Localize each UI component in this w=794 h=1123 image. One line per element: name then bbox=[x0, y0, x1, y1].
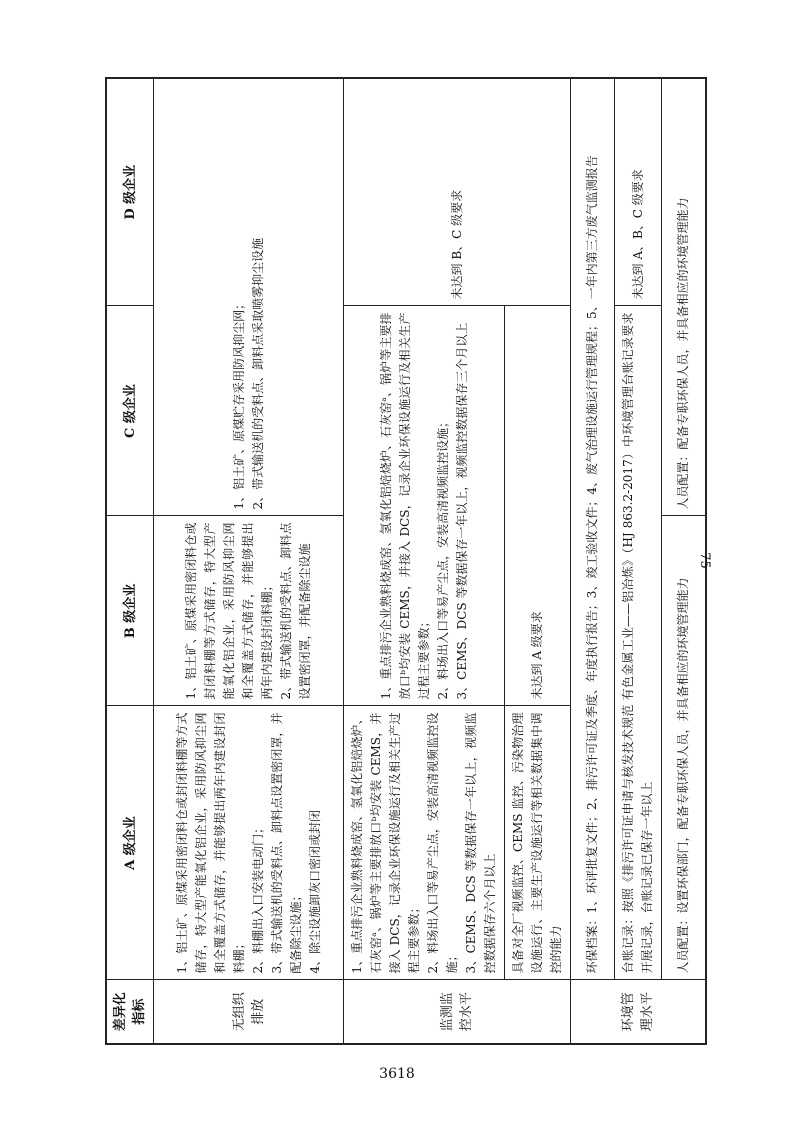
management-staff: 人员配置：设置环保部门，配备专职环保人员，并具备相应的环境管理能力 bbox=[662, 516, 706, 980]
monitoring-grade-a-1: 1、重点排污企业熟料烧成窑、氢氧化铝焙烧炉、石灰窑ᵃ、锅炉等主要排放口ᵇ均安装 CEMS，并接入 DCS，记录企业环保设施运行及相关生产过程主要参数； 2、料场出入口等易产尘点，安装高清视频监控设施； 3、CEMS、DCS 等数据保存一年以上，视频监控数据保存六个月以上 bbox=[344, 706, 505, 980]
table-row-monitoring-1 bbox=[344, 78, 505, 1044]
monitoring-grade-bc-1: 1、重点排污企业熟料烧成窑、氢氧化铝焙烧炉、石灰窑ᵃ、锅炉等主要排放口ᵇ均安装 CEMS，并接入 DCS，记录企业环保设施运行及相关生产过程主要参数； 2、料场出入口等易产尘点，安装高清视频监控设施； 3、CEMS、DCS 等数据保存一年以上，视频监控数据保存三个月以上 bbox=[344, 306, 505, 706]
header-grade-d: D 级企业 bbox=[106, 78, 154, 306]
rotated-table-container bbox=[105, 79, 690, 1045]
table-row-management-ledger bbox=[615, 78, 662, 1044]
row-label-management: 环境管理水平 bbox=[571, 980, 706, 1044]
row-label-fugitive: 无组织排放 bbox=[154, 980, 344, 1044]
side-page-number: 75 bbox=[696, 552, 712, 569]
table-header-row bbox=[106, 78, 154, 1044]
fugitive-grade-b: 1、铝土矿、原煤采用密闭料仓或封闭料棚等方式储存，特大型产能氧化铝企业，采用防风抑尘网和全覆盖方式储存，并能够提出两年内建设封闭料棚； 2、带式输送机的受料点、卸料点设置密闭罩，并配备除尘设施 bbox=[154, 516, 344, 706]
header-grade-a: A 级企业 bbox=[106, 706, 154, 980]
monitoring-grade-bc-2: 未达到 A 级要求 bbox=[505, 306, 571, 706]
header-grade-b: B 级企业 bbox=[106, 516, 154, 706]
monitoring-grade-a-2: 具备对全厂视频监控、CEMS 监控、污染物治理设施运行、主要生产设施运行等相关数据集中调控的能力 bbox=[505, 706, 571, 980]
management-ledger: 台账记录：按照《排污许可证申请与核发技术规范 有色金属工业——铝冶炼》（HJ 863.2-2017）中环境管理台账记录要求开展记录，台账记录已保存一年以上 bbox=[615, 306, 662, 980]
table-row-fugitive bbox=[154, 78, 344, 1044]
management-staff-cd: 人员配置：配备专职环保人员，并具备相应的环境管理能力 bbox=[662, 78, 706, 516]
footer-page-number: 3618 bbox=[379, 1066, 415, 1082]
emission-classification-table bbox=[105, 77, 707, 1045]
row-label-monitoring: 监测监控水平 bbox=[344, 980, 571, 1044]
management-ledger-d: 未达到 A、B、C 级要求 bbox=[615, 78, 662, 306]
management-archive: 环保档案：1、环评批复文件；2、排污许可证及季度、年度执行报告；3、竣工验收文件；4、废气治理设施运行管理规程；5、一年内第三方废气监测报告 bbox=[571, 78, 615, 980]
header-indicator: 差异化指标 bbox=[106, 980, 154, 1044]
table-row-management-archive bbox=[571, 78, 615, 1044]
header-grade-c: C 级企业 bbox=[106, 306, 154, 516]
fugitive-grade-cd: 1、铝土矿、原煤贮存采用防风抑尘网； 2、带式输送机的受料点、卸料点采取喷雾抑尘设施 bbox=[154, 78, 344, 516]
fugitive-grade-a: 1、铝土矿、原煤采用密闭料仓或封闭料棚等方式储存，特大型产能氧化铝企业，采用防风抑尘网和全覆盖方式储存，并能够提出两年内建设封闭料棚； 2、料棚出入口安装电动门； 3、带式输送机的受料点、卸料点设置密闭罩，并配备除尘设施； 4、除尘设施卸灰口密闭或封闭 bbox=[154, 706, 344, 980]
monitoring-grade-d: 未达到 B、C 级要求 bbox=[344, 78, 571, 306]
